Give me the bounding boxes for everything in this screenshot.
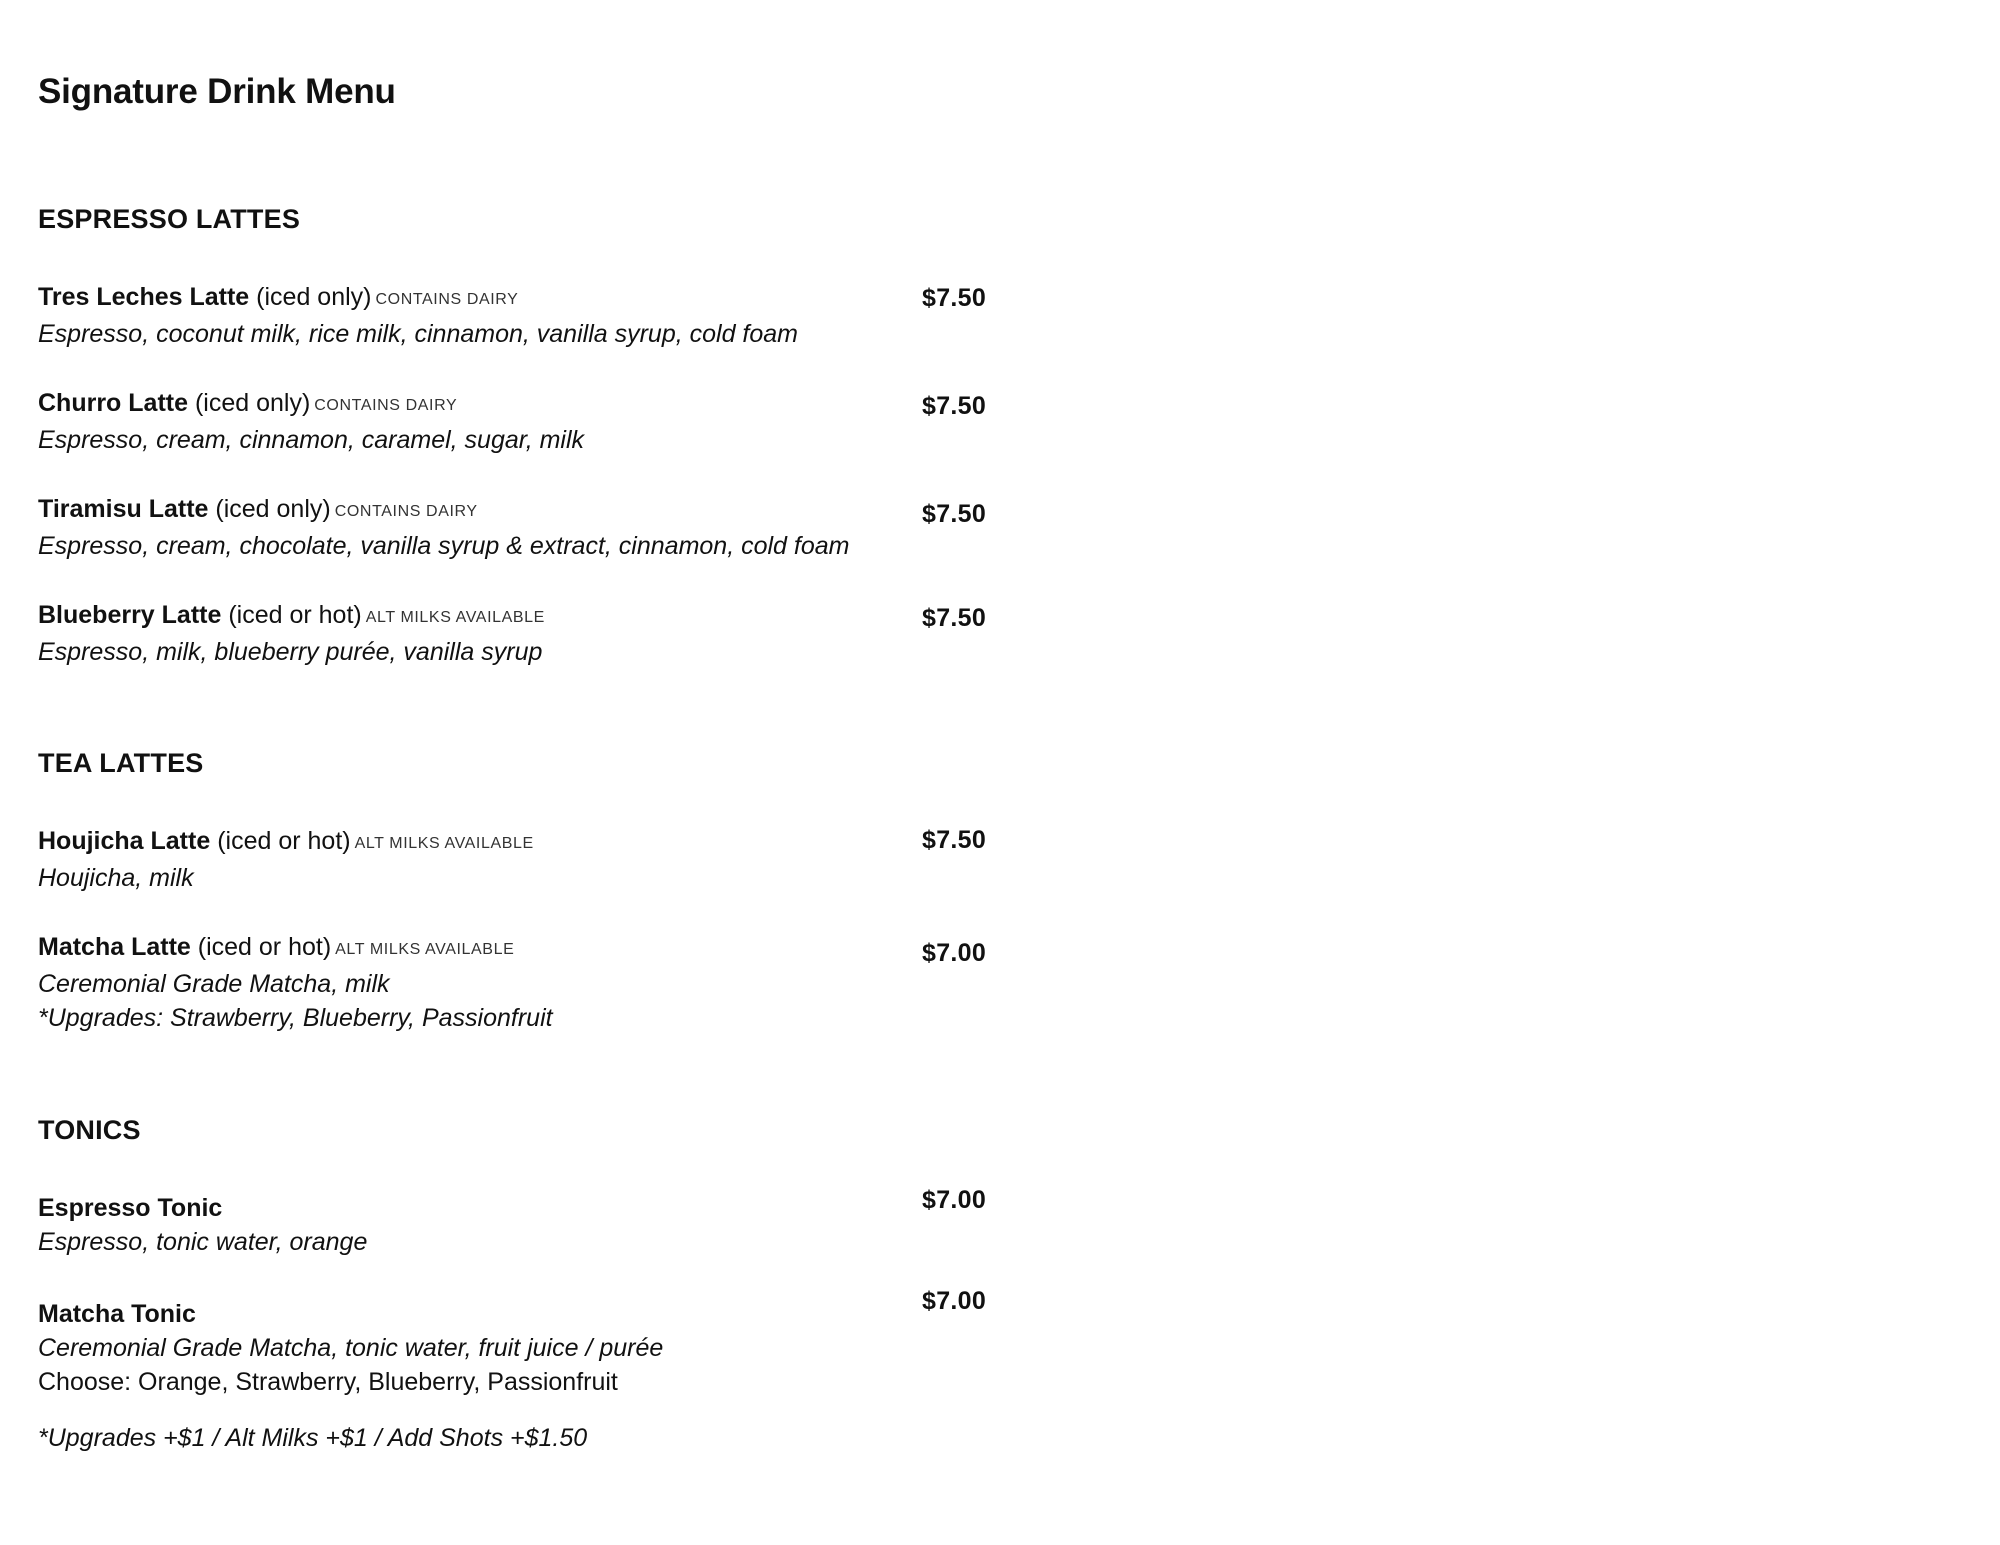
item-price: $7.00 [922,1186,987,1214]
item-name: Blueberry Latte [38,601,222,629]
section-heading-tea-lattes: TEA LATTES [38,748,204,778]
item-price: $7.50 [922,392,987,420]
item-name: Churro Latte [38,389,188,417]
item-price: $7.50 [922,604,987,632]
section-heading-tonics: TONICS [38,1115,141,1145]
item-serving-note: (iced only) [194,389,311,417]
menu-item-tiramisu-latte [38,492,1038,563]
item-price: $7.00 [922,939,987,967]
section-heading-espresso-lattes: ESPRESSO LATTES [38,204,301,234]
item-tag: CONTAINS DAIRY [314,397,458,414]
item-name: Tres Leches Latte [38,283,250,311]
item-description: Houjicha, milk [38,864,194,892]
item-tag: ALT MILKS AVAILABLE [354,835,534,852]
item-serving-note: (iced or hot) [228,601,362,629]
item-name: Espresso Tonic [38,1194,223,1222]
item-description: Ceremonial Grade Matcha, tonic water, fruit juice / purée [38,1334,664,1362]
menu-item-tres-leches-latte [38,280,1038,351]
menu-item-blueberry-latte [38,598,1038,669]
item-serving-note: (iced only) [256,283,372,311]
item-name: Tiramisu Latte [38,495,209,523]
item-name: Matcha Latte [38,933,191,961]
item-name: Matcha Tonic [38,1300,196,1328]
menu-item-espresso-tonic [38,1191,1038,1259]
item-tag: ALT MILKS AVAILABLE [335,941,515,958]
item-price: $7.50 [922,284,987,312]
upgrades-footer-note: *Upgrades +$1 / Alt Milks +$1 / Add Shots +$1.50 [38,1424,588,1452]
item-tag: CONTAINS DAIRY [375,291,519,308]
item-description: Espresso, cream, chocolate, vanilla syrup & extract, cinnamon, cold foam [38,532,850,560]
item-choose-options: Choose: Orange, Strawberry, Blueberry, Passionfruit [38,1368,618,1396]
item-price: $7.00 [922,1287,987,1315]
page-title: Signature Drink Menu [38,72,396,111]
item-tag: ALT MILKS AVAILABLE [365,609,545,626]
menu-item-churro-latte [38,386,1038,457]
menu-item-matcha-latte [38,930,1038,1035]
item-description: Espresso, milk, blueberry purée, vanilla syrup [38,638,543,666]
item-description: Espresso, cream, cinnamon, caramel, sugar, milk [38,426,585,454]
item-serving-note: (iced or hot) [197,933,332,961]
item-price: $7.50 [922,826,987,854]
item-description: Espresso, tonic water, orange [38,1228,368,1256]
item-description: Ceremonial Grade Matcha, milk [38,970,390,998]
item-serving-note: (iced only) [215,495,331,523]
item-tag: CONTAINS DAIRY [334,503,478,520]
item-description: Espresso, coconut milk, rice milk, cinnamon, vanilla syrup, cold foam [38,320,799,348]
item-upgrades-note: *Upgrades: Strawberry, Blueberry, Passionfruit [38,1004,553,1032]
item-serving-note: (iced or hot) [217,827,351,855]
item-price: $7.50 [922,500,987,528]
item-name: Houjicha Latte [38,827,211,855]
menu-item-houjicha-latte [38,824,1038,895]
menu-item-matcha-tonic [38,1297,1038,1399]
